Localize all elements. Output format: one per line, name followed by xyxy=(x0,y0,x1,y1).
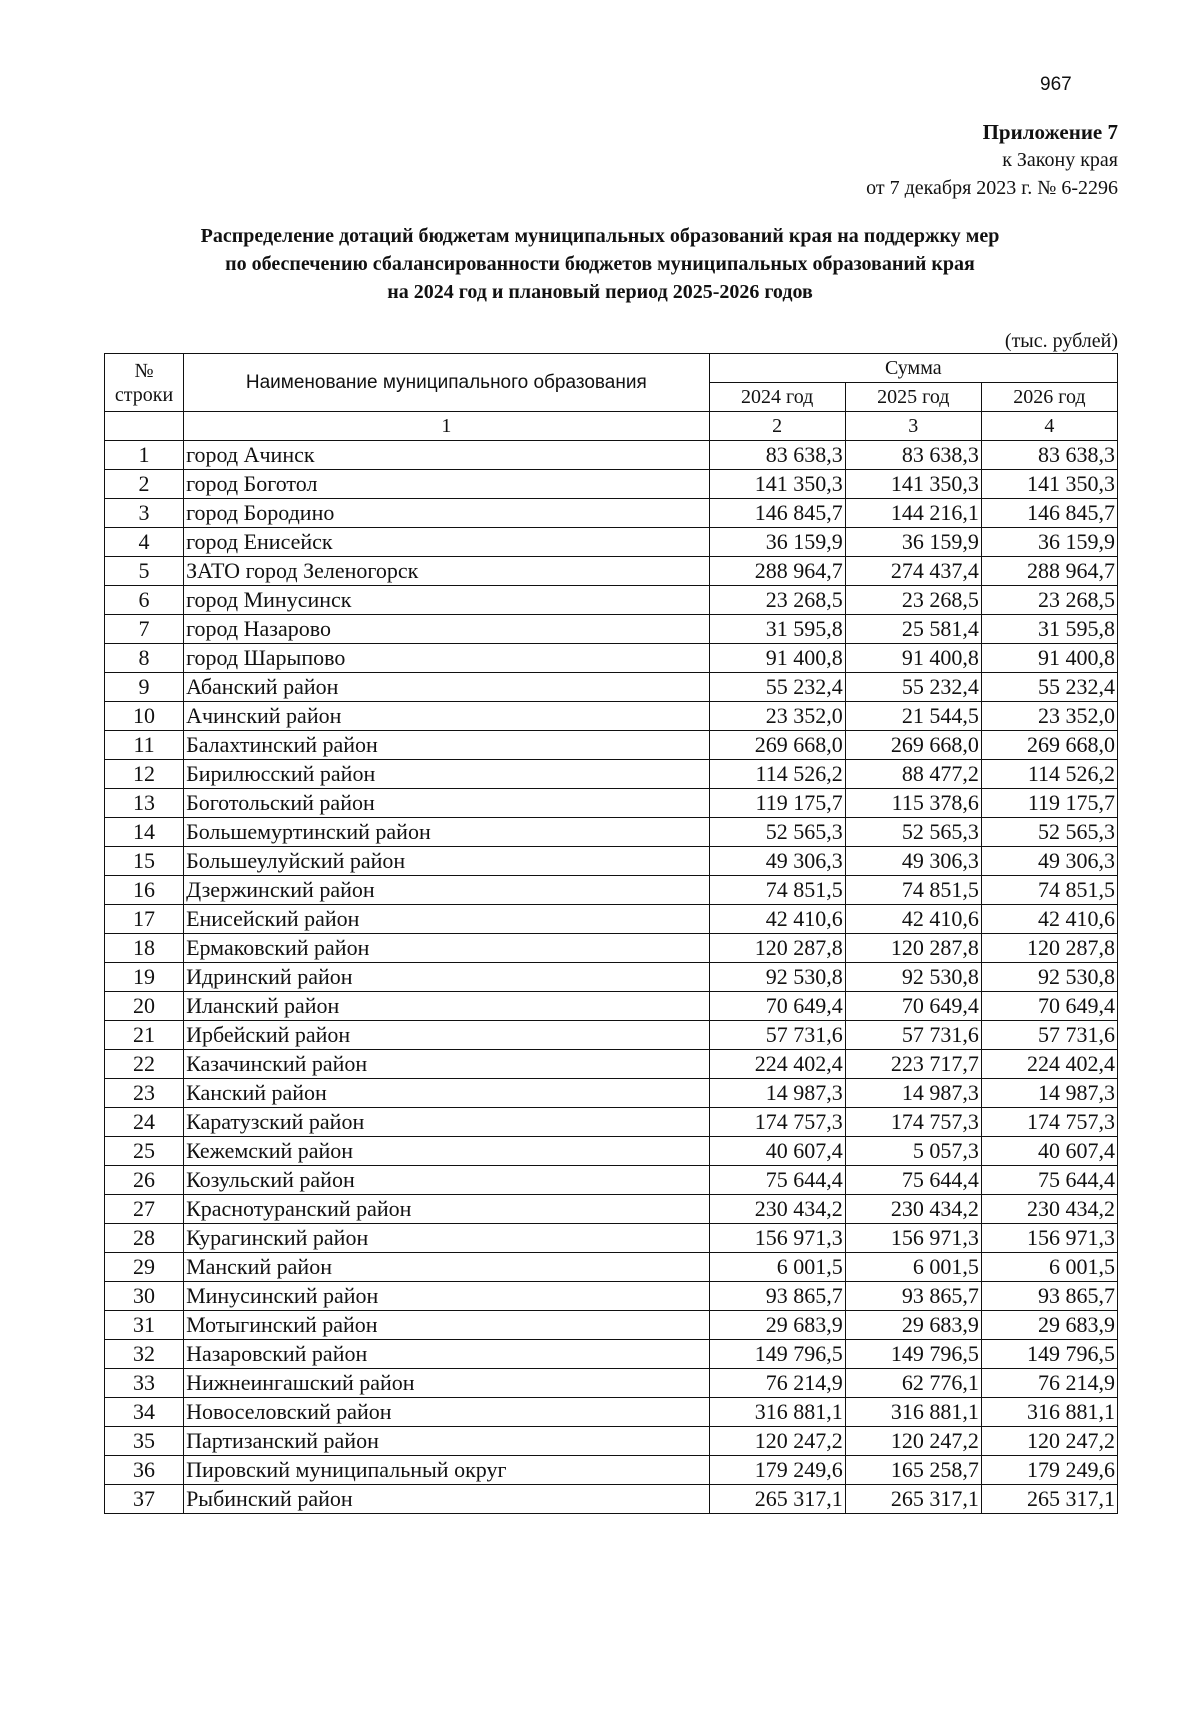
table-row xyxy=(105,1369,1118,1398)
table-row xyxy=(105,963,1118,992)
amount-2025-cell: 230 434,2 xyxy=(845,1195,981,1224)
municipality-name-cell: город Боготол xyxy=(184,470,710,499)
amount-2026-cell: 120 247,2 xyxy=(981,1427,1117,1456)
table-row xyxy=(105,673,1118,702)
amount-2026-cell: 14 987,3 xyxy=(981,1079,1117,1108)
amount-2025-cell: 25 581,4 xyxy=(845,615,981,644)
amount-2026-cell: 23 352,0 xyxy=(981,702,1117,731)
amount-2025-cell: 149 796,5 xyxy=(845,1340,981,1369)
amount-2025-cell: 14 987,3 xyxy=(845,1079,981,1108)
appendix-title: Приложение 7 xyxy=(982,120,1118,144)
row-number-cell: 25 xyxy=(105,1137,184,1166)
appendix-date-line: от 7 декабря 2023 г. № 6-2296 xyxy=(866,177,1118,199)
amount-2025-cell: 5 057,3 xyxy=(845,1137,981,1166)
header-colnum-blank xyxy=(105,412,184,441)
amount-2026-cell: 29 683,9 xyxy=(981,1311,1117,1340)
amount-2024-cell: 14 987,3 xyxy=(709,1079,845,1108)
amount-2026-cell: 76 214,9 xyxy=(981,1369,1117,1398)
row-number-cell: 4 xyxy=(105,528,184,557)
amount-2024-cell: 92 530,8 xyxy=(709,963,845,992)
amount-2025-cell: 120 247,2 xyxy=(845,1427,981,1456)
amount-2025-cell: 6 001,5 xyxy=(845,1253,981,1282)
amount-2025-cell: 57 731,6 xyxy=(845,1021,981,1050)
amount-2026-cell: 156 971,3 xyxy=(981,1224,1117,1253)
subsidy-table xyxy=(104,353,1118,1514)
row-number-cell: 29 xyxy=(105,1253,184,1282)
table-row xyxy=(105,1108,1118,1137)
amount-2025-cell: 29 683,9 xyxy=(845,1311,981,1340)
amount-2024-cell: 269 668,0 xyxy=(709,731,845,760)
table-row xyxy=(105,731,1118,760)
amount-2026-cell: 149 796,5 xyxy=(981,1340,1117,1369)
table-row xyxy=(105,586,1118,615)
table-row xyxy=(105,1253,1118,1282)
amount-2026-cell: 36 159,9 xyxy=(981,528,1117,557)
amount-2026-cell: 92 530,8 xyxy=(981,963,1117,992)
amount-2025-cell: 269 668,0 xyxy=(845,731,981,760)
amount-2025-cell: 91 400,8 xyxy=(845,644,981,673)
amount-2025-cell: 274 437,4 xyxy=(845,557,981,586)
amount-2024-cell: 224 402,4 xyxy=(709,1050,845,1079)
amount-2025-cell: 88 477,2 xyxy=(845,760,981,789)
amount-2026-cell: 316 881,1 xyxy=(981,1398,1117,1427)
row-number-cell: 16 xyxy=(105,876,184,905)
table-row xyxy=(105,1137,1118,1166)
row-number-cell: 11 xyxy=(105,731,184,760)
row-number-cell: 21 xyxy=(105,1021,184,1050)
row-number-cell: 28 xyxy=(105,1224,184,1253)
amount-2025-cell: 156 971,3 xyxy=(845,1224,981,1253)
row-number-cell: 19 xyxy=(105,963,184,992)
amount-2024-cell: 120 247,2 xyxy=(709,1427,845,1456)
table-row xyxy=(105,1282,1118,1311)
document-title xyxy=(100,222,1100,306)
amount-2025-cell: 265 317,1 xyxy=(845,1485,981,1514)
amount-2025-cell: 120 287,8 xyxy=(845,934,981,963)
row-number-cell: 36 xyxy=(105,1456,184,1485)
municipality-name-cell: Назаровский район xyxy=(184,1340,710,1369)
table-row xyxy=(105,1224,1118,1253)
header-year-2025: 2025 год xyxy=(845,383,981,412)
row-number-cell: 31 xyxy=(105,1311,184,1340)
amount-2025-cell: 174 757,3 xyxy=(845,1108,981,1137)
table-row xyxy=(105,1427,1118,1456)
units-label: (тыс. рублей) xyxy=(1004,330,1118,352)
municipality-name-cell: город Шарыпово xyxy=(184,644,710,673)
amount-2024-cell: 174 757,3 xyxy=(709,1108,845,1137)
row-number-cell: 27 xyxy=(105,1195,184,1224)
amount-2025-cell: 74 851,5 xyxy=(845,876,981,905)
amount-2026-cell: 83 638,3 xyxy=(981,441,1117,470)
header-row-number: № строки xyxy=(105,354,184,412)
table-row xyxy=(105,1050,1118,1079)
table-row xyxy=(105,1311,1118,1340)
amount-2024-cell: 55 232,4 xyxy=(709,673,845,702)
page-number: 967 xyxy=(1040,74,1072,95)
table-body xyxy=(105,441,1118,1514)
row-number-cell: 18 xyxy=(105,934,184,963)
header-colnum-1: 1 xyxy=(184,412,710,441)
municipality-name-cell: Краснотуранский район xyxy=(184,1195,710,1224)
row-number-cell: 1 xyxy=(105,441,184,470)
amount-2024-cell: 316 881,1 xyxy=(709,1398,845,1427)
amount-2024-cell: 52 565,3 xyxy=(709,818,845,847)
municipality-name-cell: Иланский район xyxy=(184,992,710,1021)
amount-2026-cell: 120 287,8 xyxy=(981,934,1117,963)
amount-2025-cell: 83 638,3 xyxy=(845,441,981,470)
amount-2025-cell: 52 565,3 xyxy=(845,818,981,847)
municipality-name-cell: Рыбинский район xyxy=(184,1485,710,1514)
amount-2024-cell: 49 306,3 xyxy=(709,847,845,876)
municipality-name-cell: Минусинский район xyxy=(184,1282,710,1311)
amount-2026-cell: 75 644,4 xyxy=(981,1166,1117,1195)
table-row xyxy=(105,1456,1118,1485)
amount-2024-cell: 40 607,4 xyxy=(709,1137,845,1166)
municipality-name-cell: Большеулуйский район xyxy=(184,847,710,876)
municipality-name-cell: Бирилюсский район xyxy=(184,760,710,789)
table-row xyxy=(105,702,1118,731)
municipality-name-cell: ЗАТО город Зеленогорск xyxy=(184,557,710,586)
row-number-cell: 32 xyxy=(105,1340,184,1369)
row-number-cell: 12 xyxy=(105,760,184,789)
amount-2026-cell: 55 232,4 xyxy=(981,673,1117,702)
amount-2026-cell: 288 964,7 xyxy=(981,557,1117,586)
header-colnum-2: 2 xyxy=(709,412,845,441)
amount-2025-cell: 49 306,3 xyxy=(845,847,981,876)
amount-2026-cell: 52 565,3 xyxy=(981,818,1117,847)
amount-2026-cell: 6 001,5 xyxy=(981,1253,1117,1282)
municipality-name-cell: Козульский район xyxy=(184,1166,710,1195)
table-row xyxy=(105,818,1118,847)
row-number-cell: 17 xyxy=(105,905,184,934)
row-number-cell: 30 xyxy=(105,1282,184,1311)
amount-2026-cell: 230 434,2 xyxy=(981,1195,1117,1224)
table-row xyxy=(105,992,1118,1021)
row-number-cell: 10 xyxy=(105,702,184,731)
amount-2026-cell: 91 400,8 xyxy=(981,644,1117,673)
amount-2025-cell: 93 865,7 xyxy=(845,1282,981,1311)
row-number-cell: 7 xyxy=(105,615,184,644)
municipality-name-cell: Новоселовский район xyxy=(184,1398,710,1427)
amount-2024-cell: 120 287,8 xyxy=(709,934,845,963)
municipality-name-cell: Каратузский район xyxy=(184,1108,710,1137)
row-number-cell: 22 xyxy=(105,1050,184,1079)
amount-2024-cell: 36 159,9 xyxy=(709,528,845,557)
amount-2024-cell: 42 410,6 xyxy=(709,905,845,934)
table-row xyxy=(105,934,1118,963)
amount-2024-cell: 146 845,7 xyxy=(709,499,845,528)
header-colnum-3: 3 xyxy=(845,412,981,441)
amount-2024-cell: 288 964,7 xyxy=(709,557,845,586)
municipality-name-cell: город Енисейск xyxy=(184,528,710,557)
row-number-cell: 3 xyxy=(105,499,184,528)
amount-2024-cell: 230 434,2 xyxy=(709,1195,845,1224)
amount-2024-cell: 29 683,9 xyxy=(709,1311,845,1340)
table-row xyxy=(105,557,1118,586)
amount-2026-cell: 31 595,8 xyxy=(981,615,1117,644)
amount-2025-cell: 223 717,7 xyxy=(845,1050,981,1079)
amount-2024-cell: 76 214,9 xyxy=(709,1369,845,1398)
table-row xyxy=(105,1340,1118,1369)
municipality-name-cell: Большемуртинский район xyxy=(184,818,710,847)
amount-2024-cell: 265 317,1 xyxy=(709,1485,845,1514)
amount-2024-cell: 93 865,7 xyxy=(709,1282,845,1311)
row-number-cell: 14 xyxy=(105,818,184,847)
amount-2024-cell: 149 796,5 xyxy=(709,1340,845,1369)
row-number-cell: 37 xyxy=(105,1485,184,1514)
amount-2026-cell: 70 649,4 xyxy=(981,992,1117,1021)
amount-2024-cell: 179 249,6 xyxy=(709,1456,845,1485)
table-row xyxy=(105,1166,1118,1195)
amount-2024-cell: 114 526,2 xyxy=(709,760,845,789)
municipality-name-cell: Ачинский район xyxy=(184,702,710,731)
table-row xyxy=(105,1021,1118,1050)
amount-2024-cell: 141 350,3 xyxy=(709,470,845,499)
municipality-name-cell: Идринский район xyxy=(184,963,710,992)
header-municipality-name: Наименование муниципального образования xyxy=(184,354,710,412)
amount-2026-cell: 269 668,0 xyxy=(981,731,1117,760)
amount-2025-cell: 70 649,4 xyxy=(845,992,981,1021)
municipality-name-cell: Манский район xyxy=(184,1253,710,1282)
municipality-name-cell: Мотыгинский район xyxy=(184,1311,710,1340)
amount-2026-cell: 119 175,7 xyxy=(981,789,1117,818)
municipality-name-cell: Боготольский район xyxy=(184,789,710,818)
amount-2026-cell: 57 731,6 xyxy=(981,1021,1117,1050)
municipality-name-cell: город Назарово xyxy=(184,615,710,644)
header-colnum-4: 4 xyxy=(981,412,1117,441)
municipality-name-cell: Нижнеингашский район xyxy=(184,1369,710,1398)
amount-2025-cell: 115 378,6 xyxy=(845,789,981,818)
amount-2025-cell: 21 544,5 xyxy=(845,702,981,731)
amount-2024-cell: 83 638,3 xyxy=(709,441,845,470)
table-row xyxy=(105,1485,1118,1514)
amount-2024-cell: 23 352,0 xyxy=(709,702,845,731)
amount-2025-cell: 92 530,8 xyxy=(845,963,981,992)
row-number-cell: 9 xyxy=(105,673,184,702)
row-number-cell: 23 xyxy=(105,1079,184,1108)
table-row xyxy=(105,1398,1118,1427)
amount-2025-cell: 144 216,1 xyxy=(845,499,981,528)
municipality-name-cell: Канский район xyxy=(184,1079,710,1108)
table-row xyxy=(105,1195,1118,1224)
amount-2026-cell: 74 851,5 xyxy=(981,876,1117,905)
municipality-name-cell: Партизанский район xyxy=(184,1427,710,1456)
municipality-name-cell: Ирбейский район xyxy=(184,1021,710,1050)
row-number-cell: 33 xyxy=(105,1369,184,1398)
amount-2026-cell: 224 402,4 xyxy=(981,1050,1117,1079)
amount-2024-cell: 70 649,4 xyxy=(709,992,845,1021)
amount-2026-cell: 114 526,2 xyxy=(981,760,1117,789)
municipality-name-cell: Ермаковский район xyxy=(184,934,710,963)
municipality-name-cell: Дзержинский район xyxy=(184,876,710,905)
amount-2024-cell: 119 175,7 xyxy=(709,789,845,818)
table-row xyxy=(105,760,1118,789)
municipality-name-cell: город Ачинск xyxy=(184,441,710,470)
municipality-name-cell: Кежемский район xyxy=(184,1137,710,1166)
amount-2025-cell: 23 268,5 xyxy=(845,586,981,615)
row-number-cell: 15 xyxy=(105,847,184,876)
municipality-name-cell: Абанский район xyxy=(184,673,710,702)
table-row xyxy=(105,876,1118,905)
table-row xyxy=(105,847,1118,876)
row-number-cell: 5 xyxy=(105,557,184,586)
row-number-cell: 13 xyxy=(105,789,184,818)
header-year-2026: 2026 год xyxy=(981,383,1117,412)
header-year-2024: 2024 год xyxy=(709,383,845,412)
table-row xyxy=(105,789,1118,818)
amount-2025-cell: 62 776,1 xyxy=(845,1369,981,1398)
amount-2025-cell: 75 644,4 xyxy=(845,1166,981,1195)
appendix-law-line: к Закону края xyxy=(1002,149,1118,171)
amount-2024-cell: 23 268,5 xyxy=(709,586,845,615)
amount-2026-cell: 179 249,6 xyxy=(981,1456,1117,1485)
amount-2026-cell: 40 607,4 xyxy=(981,1137,1117,1166)
table-row xyxy=(105,1079,1118,1108)
amount-2025-cell: 316 881,1 xyxy=(845,1398,981,1427)
municipality-name-cell: Казачинский район xyxy=(184,1050,710,1079)
municipality-name-cell: город Бородино xyxy=(184,499,710,528)
row-number-cell: 20 xyxy=(105,992,184,1021)
amount-2026-cell: 141 350,3 xyxy=(981,470,1117,499)
row-number-cell: 24 xyxy=(105,1108,184,1137)
table-row xyxy=(105,528,1118,557)
amount-2026-cell: 42 410,6 xyxy=(981,905,1117,934)
amount-2024-cell: 6 001,5 xyxy=(709,1253,845,1282)
amount-2024-cell: 91 400,8 xyxy=(709,644,845,673)
amount-2026-cell: 49 306,3 xyxy=(981,847,1117,876)
row-number-cell: 6 xyxy=(105,586,184,615)
table-row xyxy=(105,644,1118,673)
table-header xyxy=(105,354,1118,441)
municipality-name-cell: Енисейский район xyxy=(184,905,710,934)
amount-2024-cell: 75 644,4 xyxy=(709,1166,845,1195)
table-row xyxy=(105,470,1118,499)
amount-2024-cell: 74 851,5 xyxy=(709,876,845,905)
title-line-1: Распределение дотаций бюджетам муниципальных образований края на поддержку мер xyxy=(200,225,1000,247)
amount-2024-cell: 31 595,8 xyxy=(709,615,845,644)
municipality-name-cell: Балахтинский район xyxy=(184,731,710,760)
municipality-name-cell: Курагинский район xyxy=(184,1224,710,1253)
row-number-cell: 34 xyxy=(105,1398,184,1427)
row-number-cell: 2 xyxy=(105,470,184,499)
amount-2026-cell: 265 317,1 xyxy=(981,1485,1117,1514)
table-row xyxy=(105,499,1118,528)
appendix-reference xyxy=(866,118,1118,202)
amount-2025-cell: 42 410,6 xyxy=(845,905,981,934)
table-row xyxy=(105,905,1118,934)
table-row xyxy=(105,615,1118,644)
row-number-cell: 26 xyxy=(105,1166,184,1195)
title-line-3: на 2024 год и плановый период 2025-2026 годов xyxy=(387,281,813,303)
amount-2026-cell: 23 268,5 xyxy=(981,586,1117,615)
title-line-2: по обеспечению сбалансированности бюджетов муниципальных образований края xyxy=(225,253,975,275)
amount-2026-cell: 146 845,7 xyxy=(981,499,1117,528)
row-number-cell: 8 xyxy=(105,644,184,673)
header-sum: Сумма xyxy=(709,354,1117,383)
municipality-name-cell: город Минусинск xyxy=(184,586,710,615)
amount-2025-cell: 165 258,7 xyxy=(845,1456,981,1485)
municipality-name-cell: Пировский муниципальный округ xyxy=(184,1456,710,1485)
amount-2026-cell: 93 865,7 xyxy=(981,1282,1117,1311)
row-number-cell: 35 xyxy=(105,1427,184,1456)
table-row xyxy=(105,441,1118,470)
amount-2024-cell: 57 731,6 xyxy=(709,1021,845,1050)
amount-2025-cell: 36 159,9 xyxy=(845,528,981,557)
amount-2025-cell: 55 232,4 xyxy=(845,673,981,702)
amount-2024-cell: 156 971,3 xyxy=(709,1224,845,1253)
amount-2025-cell: 141 350,3 xyxy=(845,470,981,499)
amount-2026-cell: 174 757,3 xyxy=(981,1108,1117,1137)
